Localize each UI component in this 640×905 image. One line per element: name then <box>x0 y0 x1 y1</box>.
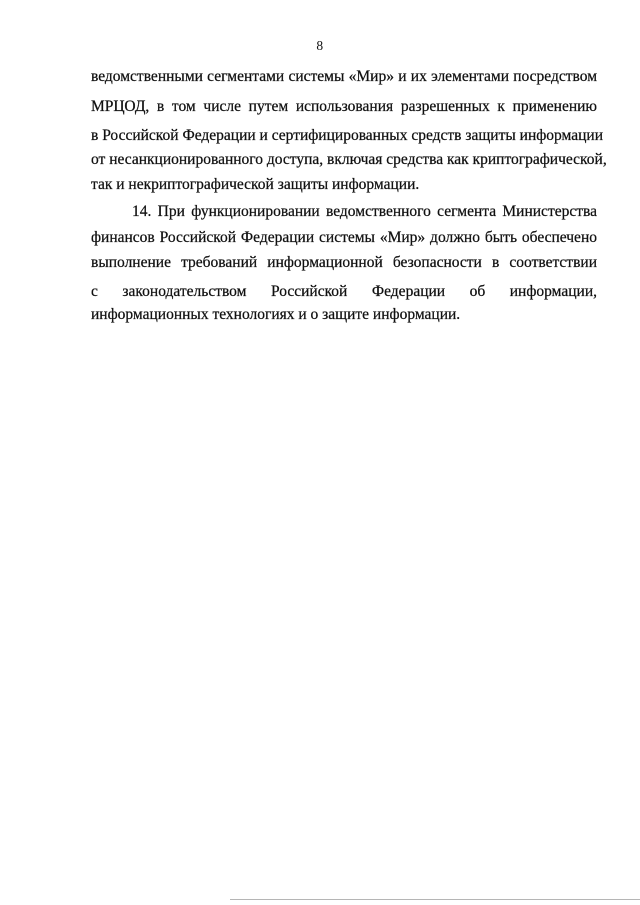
scan-edge-line <box>230 899 640 900</box>
page-number: 8 <box>316 38 324 53</box>
paragraph-1-line-1: ведомственными сегментами системы «Мир» и их элементами посредством <box>91 68 597 85</box>
paragraph-2-line-4: с законодательством Российской Федерации об информации, <box>91 283 597 300</box>
paragraph-2-line-1: 14. При функционировании ведомственного сегмента Министерства <box>132 203 597 220</box>
paragraph-2-line-2: финансов Российской Федерации системы «Мир» должно быть обеспечено <box>91 229 597 246</box>
paragraph-1-line-2: МРЦОД, в том числе путем использования разрешенных к применению <box>91 98 597 115</box>
paragraph-2-line-3: выполнение требований информационной безопасности в соответствии <box>91 254 597 271</box>
paragraph-1-line-3: в Российской Федерации и сертифицированных средств защиты информации <box>91 127 604 144</box>
paragraph-1-line-5: так и некриптографической защиты информации. <box>91 176 420 193</box>
paragraph-1-line-4: от несанкционированного доступа, включая средства как криптографической, <box>91 151 607 168</box>
paragraph-2-line-5: информационных технологиях и о защите информации. <box>91 306 461 323</box>
